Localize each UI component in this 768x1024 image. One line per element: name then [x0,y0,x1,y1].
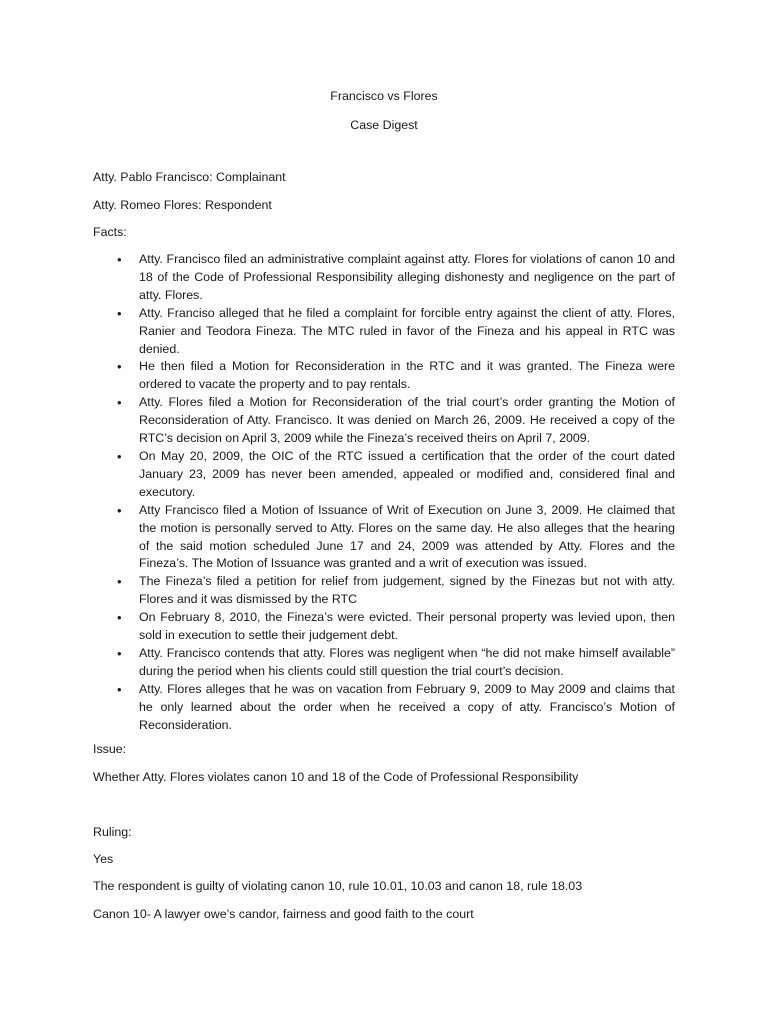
fact-item: • Atty. Franciso alleged that he filed a complaint for forcible entry against the client of atty. Flores, Ranier and Teodora Fineza. The MTC ruled in favor of the Fineza and his appeal in RTC was denied. [139,305,675,359]
fact-item: • Atty Francisco filed a Motion of Issuance of Writ of Execution on June 3, 2009. He claimed that the motion is personally served to Atty. Flores on the same day. He also alleges that the hearing of the said motion scheduled June 17 and 24, 2009 was attended by Atty. Flores and the Fineza’s. The Motion of Issuance was granted and a writ of execution was issued. [139,502,675,574]
fact-item: • Atty. Flores alleges that he was on vacation from February 9, 2009 to May 2009 and claims that he only learned about the order when he received a copy of atty. Francisco’s Motion of Reconsideration. [139,681,675,735]
fact-item: • On February 8, 2010, the Fineza’s were evicted. Their personal property was levied upon, then sold in execution to settle their judgement debt. [139,609,675,645]
complainant-line: Atty. Pablo Francisco: Complainant [93,170,286,184]
ruling-answer: Yes [93,852,114,866]
fact-item: • Atty. Francisco contends that atty. Flores was negligent when “he did not make himself available” during the period when his clients could still question the trial court’s decision. [139,645,675,681]
fact-item: • The Fineza’s filed a petition for relief from judgement, signed by the Finezas but not with atty. Flores and it was dismissed by the RTC [139,573,675,609]
issue-text: Whether Atty. Flores violates canon 10 and 18 of the Code of Professional Responsibility [93,770,579,784]
ruling-heading: Ruling: [93,825,132,839]
fact-item: • On May 20, 2009, the OIC of the RTC issued a certification that the order of the court dated January 23, 2009 has never been amended, appealed or modified and, considered final and executory. [139,448,675,502]
issue-heading: Issue: [93,742,127,756]
fact-item: • He then filed a Motion for Reconsideration in the RTC and it was granted. The Fineza were ordered to vacate the property and to pay rentals. [139,358,675,394]
document-subtitle: Case Digest [350,118,418,132]
respondent-line: Atty. Romeo Flores: Respondent [93,198,272,212]
fact-item: • Atty. Francisco filed an administrative complaint against atty. Flores for violations of canon 10 and 18 of the Code of Professional Responsibility alleging dishonesty and negligence on the part of atty. Flores. [139,251,675,305]
document-title: Francisco vs Flores [330,89,438,103]
canon-10-text: Canon 10- A lawyer owe’s candor, fairness and good faith to the court [93,907,474,921]
facts-list [139,251,675,734]
fact-item: • Atty. Flores filed a Motion for Reconsideration of the trial court’s order granting the Motion of Reconsideration of Atty. Francisco. It was denied on March 26, 2009. He received a copy of the RTC’s decision on April 3, 2009 while the Fineza’s received theirs on April 7, 2009. [139,394,675,448]
ruling-text: The respondent is guilty of violating canon 10, rule 10.01, 10.03 and canon 18, rule 18.03 [93,879,583,893]
facts-heading: Facts: [93,225,127,239]
